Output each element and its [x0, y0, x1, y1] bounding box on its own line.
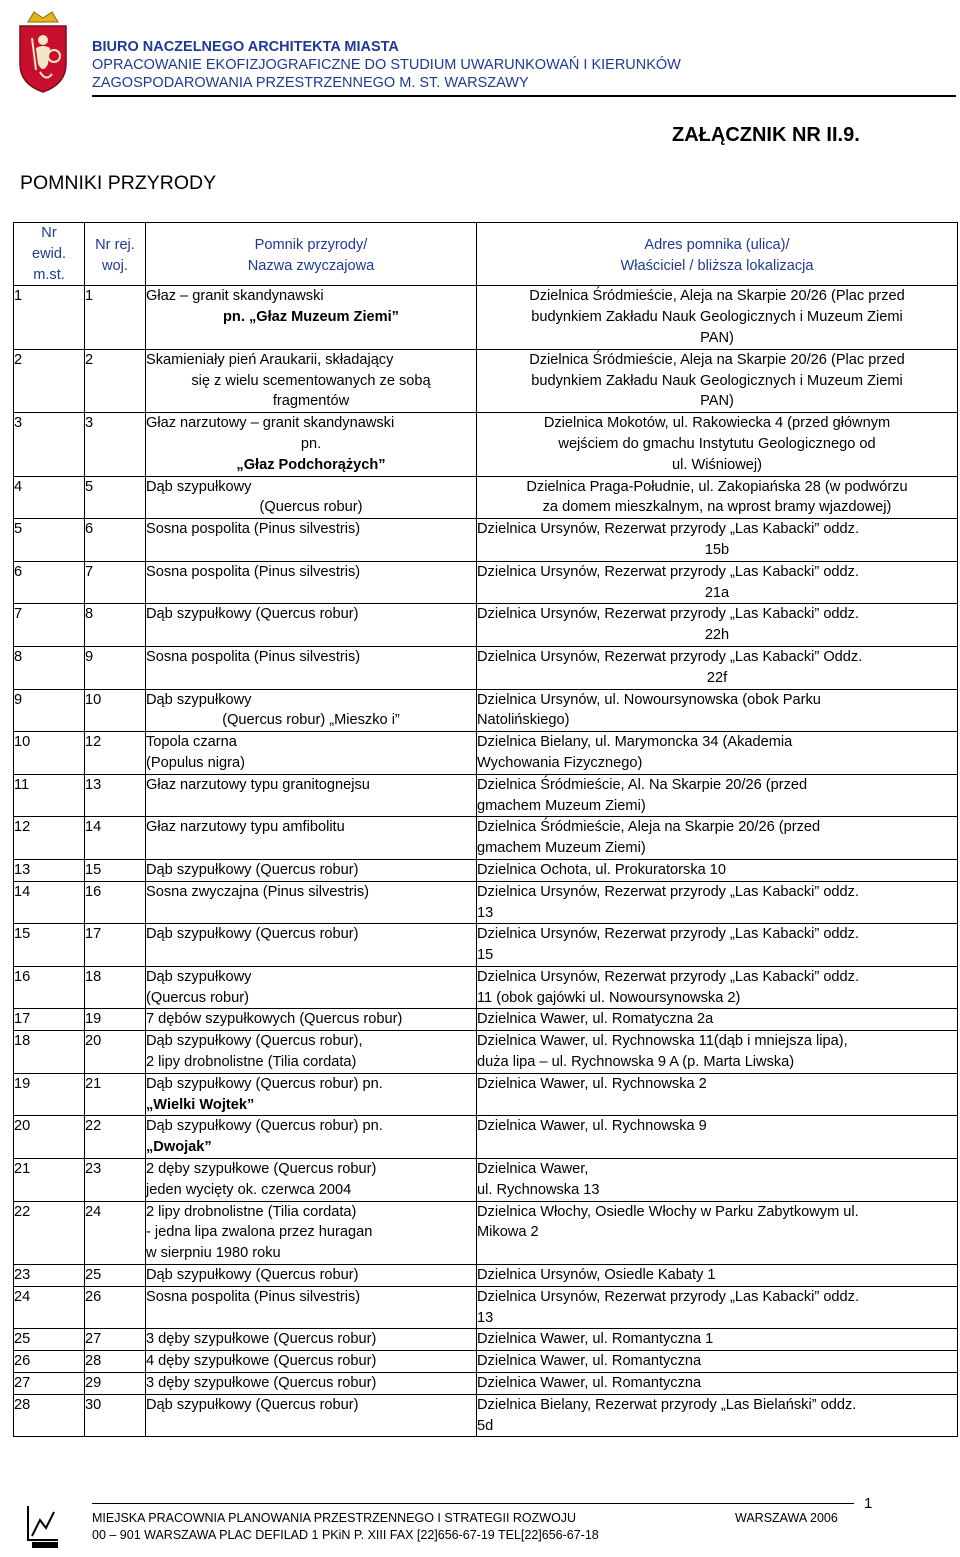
footer-city-year: WARSZAWA 2006: [735, 1511, 838, 1525]
cell-monument-name: [146, 1329, 477, 1351]
cell-monument-name: [146, 732, 477, 775]
name-line: Głaz – granit skandynawski: [146, 288, 324, 305]
cell-nr-rej: 20: [85, 1031, 146, 1074]
cell-monument-name: [146, 1394, 477, 1437]
table-row: [14, 646, 958, 689]
cell-nr-rej: 16: [85, 881, 146, 924]
monuments-table: [13, 222, 958, 1437]
cell-address: [477, 413, 958, 476]
cell-address: [477, 732, 958, 775]
annex-label: ZAŁĄCZNIK NR II.9.: [672, 124, 860, 146]
cell-monument-name: [146, 1073, 477, 1116]
cell-nr-rej: 17: [85, 924, 146, 967]
table-body: [14, 286, 958, 1437]
address-line: 13: [477, 1309, 494, 1326]
table-row: [14, 1159, 958, 1202]
cell-monument-name: [146, 1031, 477, 1074]
cell-address: [477, 689, 958, 732]
name-line: 2 lipy drobnolistne (Tilia cordata): [146, 1054, 357, 1071]
table-row: [14, 1286, 958, 1329]
name-line: Głaz narzutowy typu granitognejsu: [146, 776, 370, 793]
address-line: gmachem Muzeum Ziemi): [477, 797, 646, 814]
header-monument-name: Pomnik przyrody/ Nazwa zwyczajowa: [146, 223, 477, 286]
cell-monument-name: [146, 1286, 477, 1329]
address-line: duża lipa – ul. Rychnowska 9 A (p. Marta Liwska): [477, 1054, 795, 1071]
cell-address: [477, 349, 958, 412]
address-line: Dzielnica Ochota, ul. Prokuratorska 10: [477, 861, 727, 878]
cell-monument-name: [146, 881, 477, 924]
cell-nr-rej: 27: [85, 1329, 146, 1351]
table-row: [14, 817, 958, 860]
cell-nr-ewid: 20: [14, 1116, 85, 1159]
address-line: Dzielnica Wawer, ul. Romantyczna 1: [477, 1331, 714, 1348]
address-line: Dzielnica Ursynów, ul. Nowoursynowska (obok Parku: [477, 691, 821, 708]
table-row: [14, 859, 958, 881]
address-line: 13: [477, 904, 494, 921]
cell-nr-ewid: 25: [14, 1329, 85, 1351]
cell-nr-rej: 22: [85, 1116, 146, 1159]
cell-monument-name: [146, 413, 477, 476]
cell-nr-ewid: 9: [14, 689, 85, 732]
cell-nr-ewid: 12: [14, 817, 85, 860]
cell-nr-ewid: 27: [14, 1373, 85, 1395]
cell-address: [477, 1351, 958, 1373]
address-line: Wychowania Fizycznego): [477, 754, 643, 771]
cell-nr-rej: 13: [85, 774, 146, 817]
cell-address: [477, 646, 958, 689]
cell-nr-ewid: 26: [14, 1351, 85, 1373]
name-line: (Quercus robur): [146, 989, 249, 1006]
address-line: Dzielnica Ursynów, Rezerwat przyrody „Las Kabacki” oddz.: [477, 926, 860, 943]
cell-nr-ewid: 18: [14, 1031, 85, 1074]
table-row: [14, 881, 958, 924]
footer-rule: [92, 1503, 854, 1504]
table-row: [14, 476, 958, 519]
address-line: Dzielnica Ursynów, Rezerwat przyrody „Las Kabacki” oddz.: [477, 563, 860, 580]
cell-nr-ewid: 14: [14, 881, 85, 924]
cell-monument-name: [146, 519, 477, 562]
table-row: [14, 1201, 958, 1264]
name-line: (Quercus robur): [259, 499, 363, 516]
address-line: 21a: [704, 584, 730, 601]
cell-address: [477, 1201, 958, 1264]
name-line: Głaz narzutowy typu amfibolitu: [146, 819, 345, 836]
cell-monument-name: [146, 1201, 477, 1264]
table-row: [14, 1394, 958, 1437]
cell-monument-name: [146, 966, 477, 1009]
address-line: Dzielnica Mokotów, ul. Rakowiecka 4 (przed głównym: [543, 415, 891, 432]
address-line: Dzielnica Ursynów, Rezerwat przyrody „Las Kabacki” oddz.: [477, 1288, 860, 1305]
cell-nr-rej: 25: [85, 1265, 146, 1287]
cell-nr-ewid: 24: [14, 1286, 85, 1329]
cell-address: [477, 561, 958, 604]
cell-monument-name: [146, 817, 477, 860]
name-line: Dąb szypułkowy (Quercus robur): [146, 1396, 359, 1413]
cell-nr-rej: 14: [85, 817, 146, 860]
name-line: Dąb szypułkowy: [146, 478, 252, 495]
name-line: „Głaz Podchorążych”: [236, 456, 386, 473]
name-line: Głaz narzutowy – granit skandynawski: [146, 415, 395, 432]
name-line: Dąb szypułkowy: [146, 691, 252, 708]
address-line: 15: [477, 947, 494, 964]
address-line: Dzielnica Śródmieście, Aleja na Skarpie 20/26 (Plac przed: [529, 351, 905, 368]
name-line: (Populus nigra): [146, 754, 245, 771]
address-line: 22f: [706, 669, 728, 686]
cell-address: [477, 1265, 958, 1287]
table-row: [14, 286, 958, 349]
address-line: budynkiem Zakładu Nauk Geologicznych i Muzeum Ziemi: [531, 309, 903, 326]
cell-monument-name: [146, 476, 477, 519]
address-line: 5d: [477, 1417, 494, 1434]
table-row: [14, 349, 958, 412]
cell-nr-rej: 5: [85, 476, 146, 519]
header: [92, 38, 952, 92]
table-row: [14, 1329, 958, 1351]
name-line: - jedna lipa zwalona przez huragan: [146, 1224, 373, 1241]
name-line: Sosna pospolita (Pinus silvestris): [146, 563, 361, 580]
cell-nr-rej: 21: [85, 1073, 146, 1116]
header-nr-ewid: Nr ewid. m.st.: [14, 223, 85, 286]
cell-address: [477, 1373, 958, 1395]
header-rule: [92, 95, 956, 97]
address-line: 15b: [704, 541, 730, 558]
name-line: pn. „Głaz Muzeum Ziemi”: [223, 309, 399, 326]
cell-nr-ewid: 6: [14, 561, 85, 604]
address-line: 22h: [704, 627, 730, 644]
address-line: Dzielnica Wawer, ul. Rychnowska 2: [477, 1075, 707, 1092]
table-row: [14, 1351, 958, 1373]
table-row: [14, 1031, 958, 1074]
cell-nr-ewid: 23: [14, 1265, 85, 1287]
cell-nr-ewid: 13: [14, 859, 85, 881]
cell-monument-name: [146, 1159, 477, 1202]
cell-address: [477, 881, 958, 924]
cell-monument-name: [146, 1351, 477, 1373]
cell-nr-ewid: 3: [14, 413, 85, 476]
cell-address: [477, 604, 958, 647]
address-line: Dzielnica Włochy, Osiedle Włochy w Parku Zabytkowym ul.: [477, 1203, 859, 1220]
name-line: pn.: [300, 435, 322, 452]
cell-nr-ewid: 19: [14, 1073, 85, 1116]
address-line: Dzielnica Wawer, ul. Romantyczna: [477, 1375, 702, 1392]
table-row: [14, 1073, 958, 1116]
table-row: [14, 1265, 958, 1287]
cell-nr-ewid: 7: [14, 604, 85, 647]
address-line: 11 (obok gajówki ul. Nowoursynowska 2): [477, 989, 741, 1006]
cell-monument-name: [146, 924, 477, 967]
cell-monument-name: [146, 604, 477, 647]
address-line: ul. Rychnowska 13: [477, 1181, 600, 1198]
address-line: Dzielnica Wawer, ul. Rychnowska 11(dąb i mniejsza lipa),: [477, 1033, 848, 1050]
cell-address: [477, 859, 958, 881]
cell-nr-ewid: 1: [14, 286, 85, 349]
cell-nr-rej: 23: [85, 1159, 146, 1202]
cell-monument-name: [146, 1116, 477, 1159]
warsaw-coat-of-arms-icon: [14, 8, 72, 94]
name-line: w sierpniu 1980 roku: [146, 1245, 281, 1262]
name-line: Dąb szypułkowy (Quercus robur): [146, 861, 359, 878]
name-line: 3 dęby szypułkowe (Quercus robur): [146, 1331, 377, 1348]
cell-monument-name: [146, 1009, 477, 1031]
address-line: Mikowa 2: [477, 1224, 539, 1241]
address-line: Dzielnica Wawer, ul. Romatyczna 2a: [477, 1011, 714, 1028]
cell-nr-ewid: 8: [14, 646, 85, 689]
cell-address: [477, 519, 958, 562]
address-line: Dzielnica Ursynów, Rezerwat przyrody „Las Kabacki” oddz.: [477, 521, 860, 538]
cell-nr-rej: 9: [85, 646, 146, 689]
cell-nr-ewid: 22: [14, 1201, 85, 1264]
table-header-row: [14, 223, 958, 286]
cell-monument-name: [146, 286, 477, 349]
table-row: [14, 413, 958, 476]
cell-monument-name: [146, 689, 477, 732]
cell-address: [477, 1073, 958, 1116]
address-line: budynkiem Zakładu Nauk Geologicznych i Muzeum Ziemi: [531, 372, 903, 389]
cell-address: [477, 476, 958, 519]
name-line: Sosna pospolita (Pinus silvestris): [146, 521, 361, 538]
cell-nr-rej: 15: [85, 859, 146, 881]
cell-nr-rej: 30: [85, 1394, 146, 1437]
cell-address: [477, 966, 958, 1009]
cell-nr-rej: 10: [85, 689, 146, 732]
name-line: Dąb szypułkowy: [146, 968, 252, 985]
table-row: [14, 604, 958, 647]
cell-address: [477, 924, 958, 967]
table-row: [14, 1116, 958, 1159]
address-line: Dzielnica Śródmieście, Aleja na Skarpie 20/26 (przed: [477, 819, 821, 836]
table-row: [14, 689, 958, 732]
cell-address: [477, 1394, 958, 1437]
name-line: Dąb szypułkowy (Quercus robur): [146, 926, 359, 943]
name-line: „Wielki Wojtek”: [146, 1096, 255, 1113]
cell-monument-name: [146, 349, 477, 412]
name-line: Sosna pospolita (Pinus silvestris): [146, 648, 361, 665]
cell-address: [477, 1159, 958, 1202]
cell-nr-ewid: 5: [14, 519, 85, 562]
cell-nr-rej: 6: [85, 519, 146, 562]
cell-monument-name: [146, 561, 477, 604]
name-line: Skamieniały pień Araukarii, składający: [146, 351, 394, 368]
table-row: [14, 1009, 958, 1031]
name-line: Dąb szypułkowy (Quercus robur),: [146, 1033, 363, 1050]
table-row: [14, 1373, 958, 1395]
cell-address: [477, 1286, 958, 1329]
address-line: Dzielnica Ursynów, Rezerwat przyrody „Las Kabacki” oddz.: [477, 883, 860, 900]
footer-line-1: MIEJSKA PRACOWNIA PLANOWANIA PRZESTRZENNEGO I STRATEGII ROZWOJU: [92, 1511, 577, 1525]
cell-address: [477, 1116, 958, 1159]
header-line-3: ZAGOSPODAROWANIA PRZESTRZENNEGO M. ST. WARSZAWY: [92, 75, 529, 91]
cell-address: [477, 1009, 958, 1031]
table-row: [14, 774, 958, 817]
address-line: gmachem Muzeum Ziemi): [477, 840, 646, 857]
table-row: [14, 561, 958, 604]
cell-nr-rej: 18: [85, 966, 146, 1009]
address-line: Dzielnica Wawer,: [477, 1161, 589, 1178]
name-line: „Dwojak”: [146, 1139, 212, 1156]
cell-nr-ewid: 16: [14, 966, 85, 1009]
address-line: Dzielnica Ursynów, Rezerwat przyrody „Las Kabacki” oddz.: [477, 968, 860, 985]
address-line: Dzielnica Śródmieście, Al. Na Skarpie 20/26 (przed: [477, 776, 808, 793]
name-line: Dąb szypułkowy (Quercus robur): [146, 606, 359, 623]
name-line: Sosna pospolita (Pinus silvestris): [146, 1288, 361, 1305]
cell-monument-name: [146, 859, 477, 881]
cell-nr-rej: 3: [85, 413, 146, 476]
cell-monument-name: [146, 1373, 477, 1395]
cell-nr-ewid: 11: [14, 774, 85, 817]
table-row: [14, 519, 958, 562]
header-address: Adres pomnika (ulica)/ Właściciel / bliższa lokalizacja: [477, 223, 958, 286]
name-line: Dąb szypułkowy (Quercus robur): [146, 1267, 359, 1284]
address-line: Natolińskiego): [477, 712, 570, 729]
cell-nr-ewid: 17: [14, 1009, 85, 1031]
cell-nr-rej: 24: [85, 1201, 146, 1264]
cell-nr-rej: 7: [85, 561, 146, 604]
page-title: POMNIKI PRZYRODY: [20, 172, 217, 194]
page-number: 1: [864, 1495, 873, 1512]
cell-nr-rej: 28: [85, 1351, 146, 1373]
name-line: 2 dęby szypułkowe (Quercus robur): [146, 1161, 377, 1178]
cell-nr-rej: 8: [85, 604, 146, 647]
address-line: ul. Wiśniowej): [671, 456, 762, 473]
cell-nr-ewid: 10: [14, 732, 85, 775]
name-line: 7 dębów szypułkowych (Quercus robur): [146, 1011, 403, 1028]
address-line: PAN): [700, 393, 734, 410]
cell-nr-ewid: 2: [14, 349, 85, 412]
cell-nr-rej: 19: [85, 1009, 146, 1031]
cell-monument-name: [146, 1265, 477, 1287]
table-row: [14, 924, 958, 967]
cell-nr-rej: 12: [85, 732, 146, 775]
cell-nr-ewid: 28: [14, 1394, 85, 1437]
address-line: Dzielnica Śródmieście, Aleja na Skarpie 20/26 (Plac przed: [529, 288, 905, 305]
name-line: 3 dęby szypułkowe (Quercus robur): [146, 1375, 377, 1392]
name-line: (Quercus robur) „Mieszko i”: [222, 712, 400, 729]
cell-nr-rej: 26: [85, 1286, 146, 1329]
name-line: Topola czarna: [146, 734, 237, 751]
address-line: PAN): [700, 329, 734, 346]
header-line-1: BIURO NACZELNEGO ARCHITEKTA MIASTA: [92, 39, 399, 55]
header-line-2: OPRACOWANIE EKOFIZJOGRAFICZNE DO STUDIUM UWARUNKOWAŃ I KIERUNKÓW: [92, 57, 681, 73]
name-line: fragmentów: [272, 393, 350, 410]
cell-nr-rej: 2: [85, 349, 146, 412]
cell-nr-ewid: 15: [14, 924, 85, 967]
cell-nr-ewid: 4: [14, 476, 85, 519]
name-line: Dąb szypułkowy (Quercus robur) pn.: [146, 1118, 383, 1135]
cell-monument-name: [146, 774, 477, 817]
address-line: Dzielnica Bielany, ul. Marymoncka 34 (Akademia: [477, 734, 793, 751]
address-line: Dzielnica Ursynów, Rezerwat przyrody „Las Kabacki” Oddz.: [477, 648, 863, 665]
name-line: Sosna zwyczajna (Pinus silvestris): [146, 883, 370, 900]
cell-address: [477, 286, 958, 349]
table-row: [14, 732, 958, 775]
address-line: Dzielnica Ursynów, Rezerwat przyrody „Las Kabacki” oddz.: [477, 606, 860, 623]
pracownia-planowania-logo-icon: [14, 1500, 72, 1552]
name-line: jeden wycięty ok. czerwca 2004: [146, 1181, 352, 1198]
address-line: Dzielnica Bielany, Rezerwat przyrody „Las Bielański” oddz.: [477, 1396, 857, 1413]
cell-address: [477, 817, 958, 860]
footer-line-2: 00 – 901 WARSZAWA PLAC DEFILAD 1 PKiN P. XIII FAX [22]656-67-19 TEL[22]656-67-18: [92, 1528, 599, 1542]
cell-address: [477, 1329, 958, 1351]
header-nr-rej: Nr rej. woj.: [85, 223, 146, 286]
name-line: 2 lipy drobnolistne (Tilia cordata): [146, 1203, 357, 1220]
address-line: Dzielnica Wawer, ul. Romantyczna: [477, 1353, 702, 1370]
table-row: [14, 966, 958, 1009]
cell-address: [477, 774, 958, 817]
cell-monument-name: [146, 646, 477, 689]
address-line: Dzielnica Ursynów, Osiedle Kabaty 1: [477, 1267, 716, 1284]
cell-nr-rej: 1: [85, 286, 146, 349]
name-line: Dąb szypułkowy (Quercus robur) pn.: [146, 1075, 383, 1092]
address-line: wejściem do gmachu Instytutu Geologicznego od: [558, 435, 876, 452]
address-line: za domem mieszkalnym, na wprost bramy wjazdowej): [542, 499, 892, 516]
cell-address: [477, 1031, 958, 1074]
name-line: się z wielu scementowanych ze sobą: [191, 372, 431, 389]
name-line: 4 dęby szypułkowe (Quercus robur): [146, 1353, 377, 1370]
address-line: Dzielnica Praga-Południe, ul. Zakopiańska 28 (w podwórzu: [526, 478, 908, 495]
cell-nr-ewid: 21: [14, 1159, 85, 1202]
cell-nr-rej: 29: [85, 1373, 146, 1395]
address-line: Dzielnica Wawer, ul. Rychnowska 9: [477, 1118, 707, 1135]
